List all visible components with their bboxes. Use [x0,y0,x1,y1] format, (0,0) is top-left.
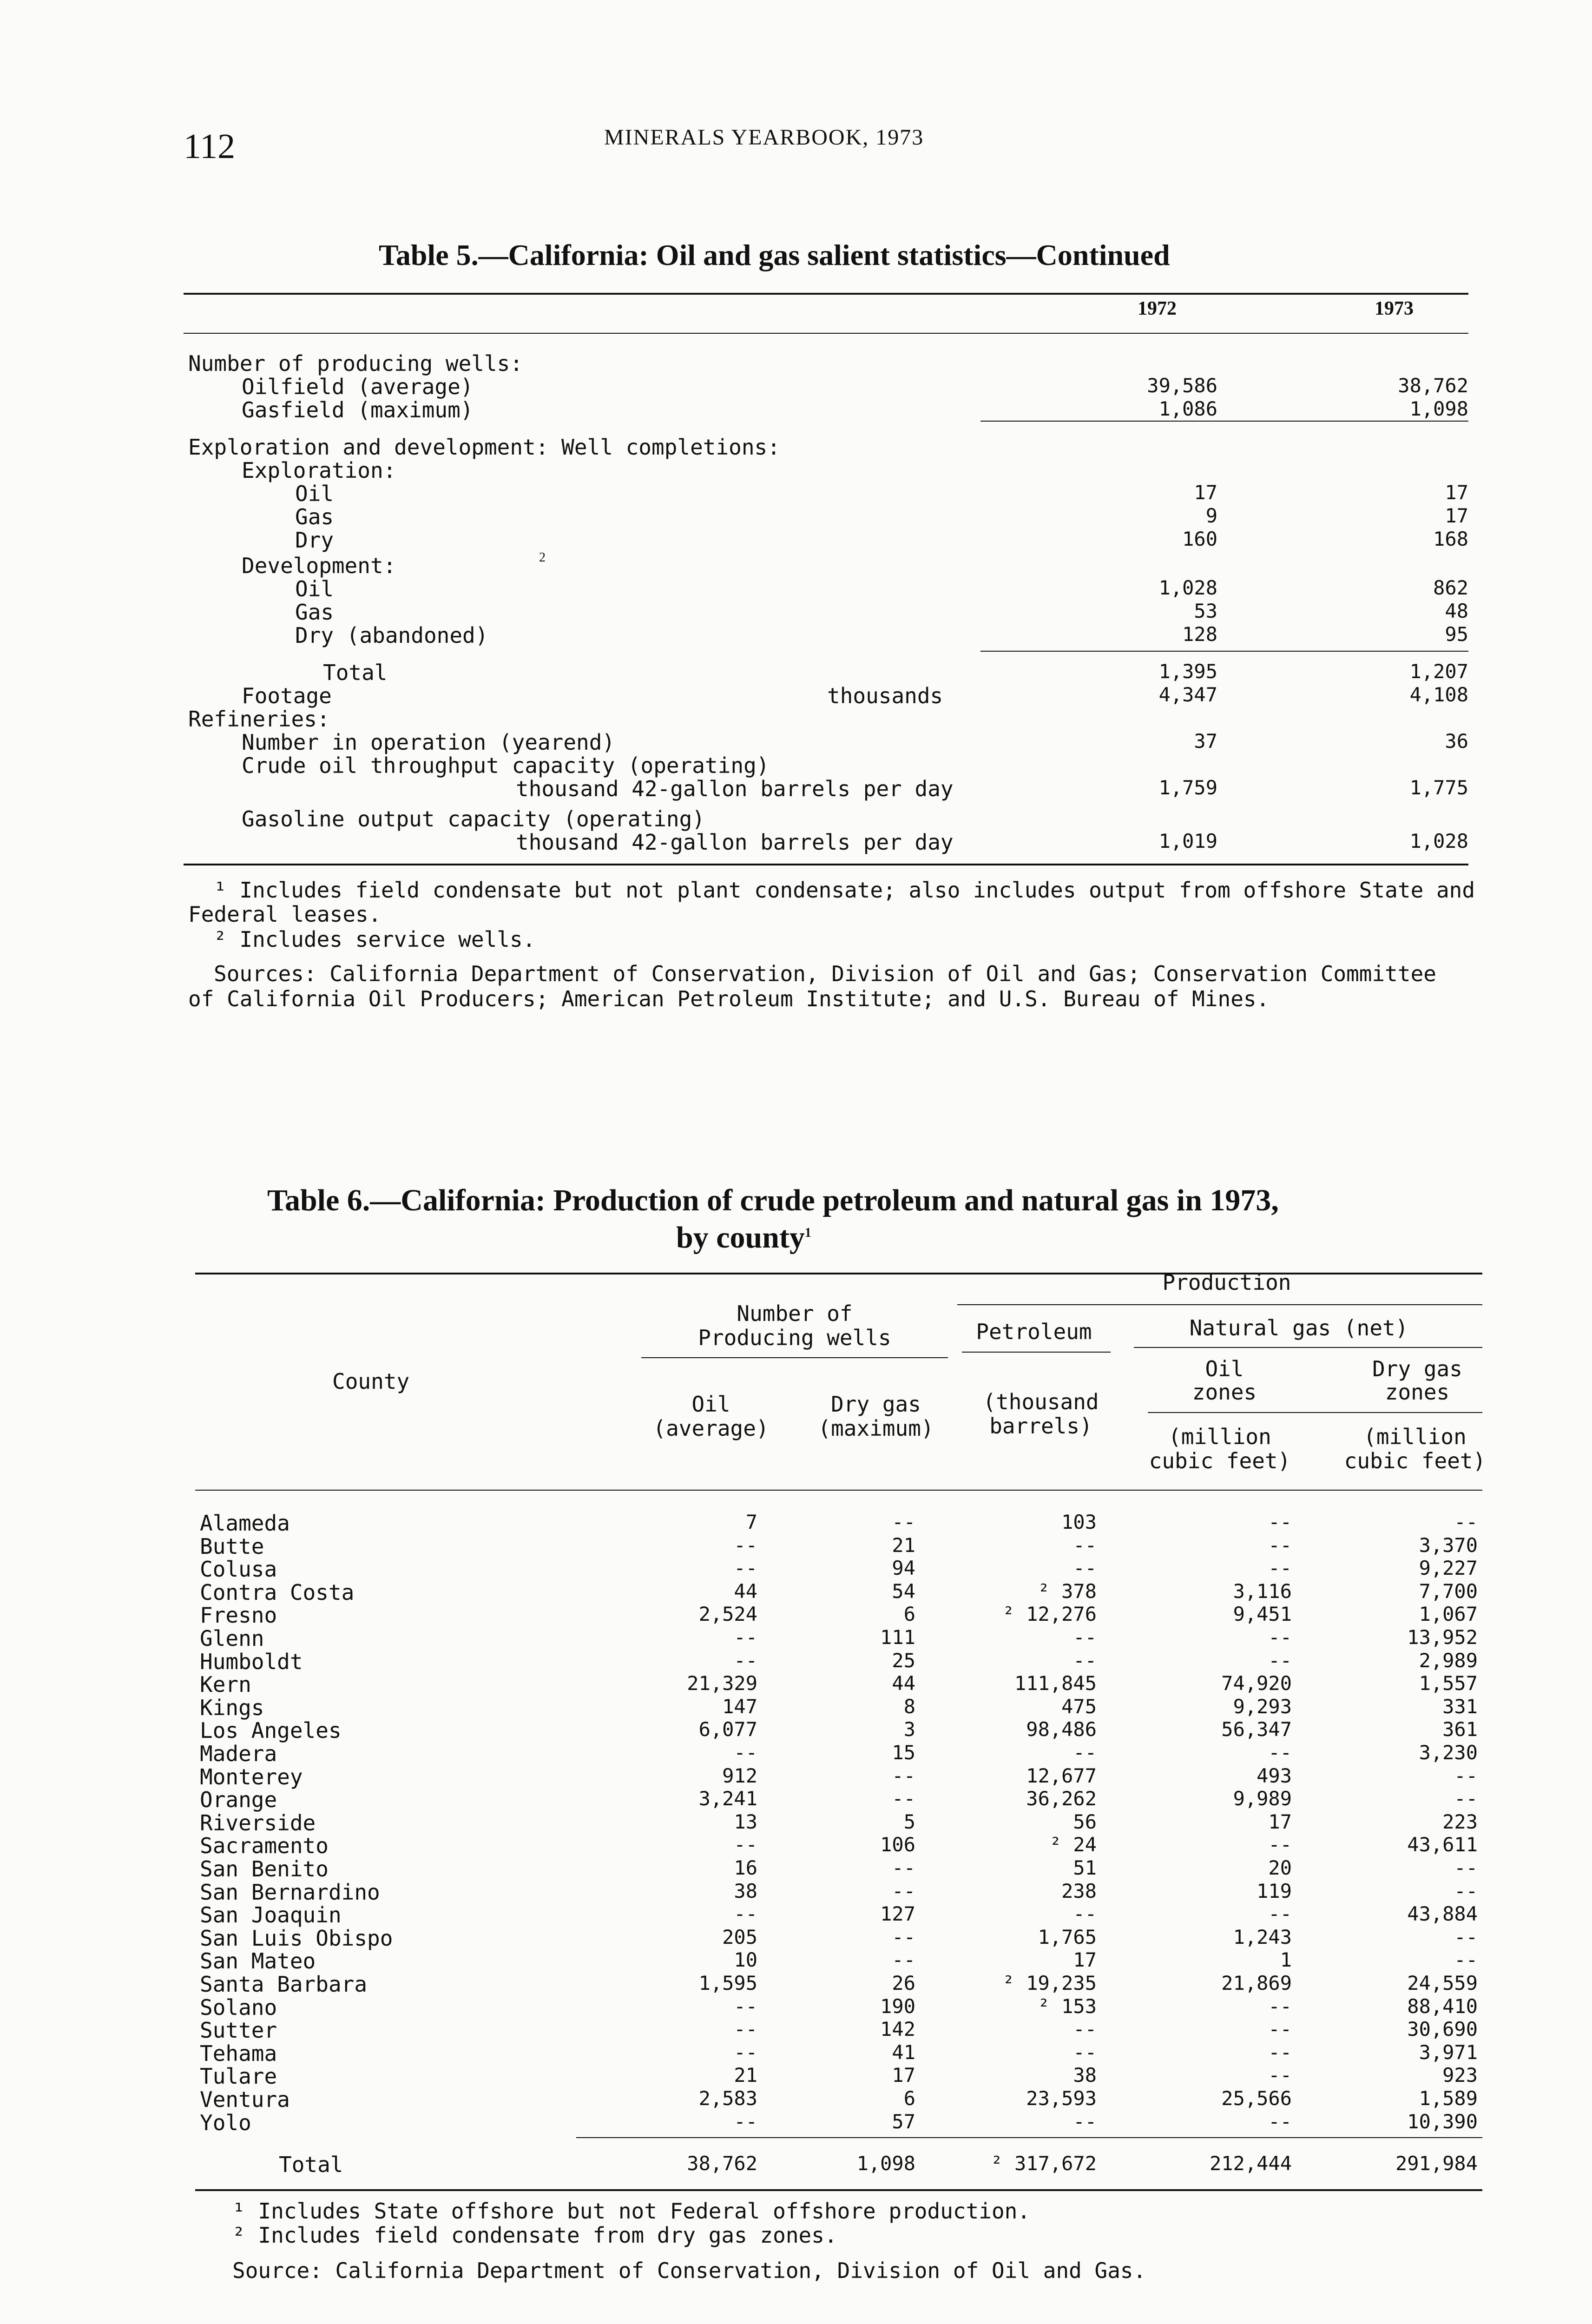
table5-value-1972: 4,347 [1158,683,1217,706]
table6-row-dry: 25 [892,1649,915,1672]
table6-row-ngo: 1 [1280,1948,1292,1971]
table6-row-ngd: 24,559 [1407,1972,1478,1994]
table6-row-ngd: 3,230 [1419,1741,1478,1764]
table6-head-natural-gas: Natural gas (net) [1189,1315,1408,1340]
table6-row-ngd: 361 [1442,1718,1478,1741]
table6-row-county: San Benito [200,1856,329,1882]
table6-row-dry: -- [892,1948,915,1971]
table6-row-pet: 38 [1073,2064,1097,2086]
table6-row-dry: 190 [880,1995,915,2018]
table6-row-pet: ² 378 [1038,1580,1097,1603]
table6-row-oil: 1,595 [698,1972,757,1994]
table6-header-bottom-rule [195,1490,1482,1491]
table6-row-county: Colusa [200,1557,277,1582]
table5-col-1972: 1972 [1138,298,1177,319]
table6-row-ngd: -- [1454,1948,1478,1971]
table6-head-county: County [332,1369,410,1394]
table6-row-oil: -- [734,2018,757,2040]
table6-row-pet: 475 [1061,1695,1097,1718]
table6-row-pet: -- [1073,2041,1097,2064]
table6-row-pet: ² 12,276 [1002,1603,1097,1625]
table6-head-production: Production [1162,1270,1291,1295]
table6-petroleum-rule [962,1352,1111,1353]
table6-row-ngd: 1,557 [1419,1672,1478,1695]
table6-row-ngo: 20 [1268,1856,1292,1879]
table6-row-oil: 21 [734,2064,757,2086]
table6-production-rule [957,1304,1482,1305]
table5-title: Table 5.—California: Oil and gas salient statistics—Continued [379,238,1170,271]
table5-value-1972: 1,086 [1158,397,1217,420]
table6-row-county: Contra Costa [200,1580,355,1605]
table6-row-dry: 94 [892,1557,915,1579]
table6-row-ngd: 13,952 [1407,1626,1478,1649]
table6-row-oil: 21,329 [687,1672,757,1695]
table6-head-dry-gas: Dry gas (maximum) [818,1392,934,1441]
table5-value-1973: 95 [1445,623,1468,646]
table6-row-oil: 6,077 [698,1718,757,1741]
table6-row-ngo: 56,347 [1221,1718,1292,1741]
table5-row-label: Dry [295,528,334,553]
table6-row-county: Butte [200,1534,264,1559]
table6-total-row-pet: ² 317,672 [991,2152,1097,2175]
table6-row-pet: 238 [1061,1880,1097,1902]
table6-row-pet: ² 153 [1038,1995,1097,2018]
table6-row-dry: -- [892,1764,915,1787]
table6-row-oil: -- [734,1995,757,2018]
table5-row-label: Footage [242,683,332,708]
table6-row-oil: -- [734,1557,757,1579]
table6-row-county: San Mateo [200,1948,316,1974]
table5-value-1972: 1,759 [1158,776,1217,799]
table6-row-ngo: -- [1268,1511,1292,1533]
table6-row-ngo: -- [1268,1534,1292,1557]
table5-sources-1: Sources: California Department of Conservation, Division of Oil and Gas; Conservation Committee [214,961,1436,986]
table6-row-oil: -- [734,1902,757,1925]
table6-row-ngd: 923 [1442,2064,1478,2086]
table6-row-ngo: 21,869 [1221,1972,1292,1994]
table5-row-label: Gasfield (maximum) [242,397,474,423]
table6-row-county: Fresno [200,1603,277,1628]
table5-top-rule [184,293,1468,295]
table6-row-dry: 106 [880,1833,915,1856]
table6-row-ngd: -- [1454,1764,1478,1787]
table5-value-1972: 128 [1182,623,1217,646]
table5-footnote-1: ¹ Includes field condensate but not plant condensate; also includes output from offshore State and [214,878,1475,903]
table5-row-label: Development: [242,553,396,578]
table6-row-ngo: -- [1268,1649,1292,1672]
table6-row-ngo: 119 [1256,1880,1292,1902]
table6-row-ngd: 1,589 [1419,2087,1478,2110]
table5-row-sup: 2 [539,550,546,565]
table5-row-label: Refineries: [188,706,330,732]
table6-row-oil: 2,583 [698,2087,757,2110]
table5-value-1973: 1,775 [1409,776,1468,799]
table6-row-ngo: -- [1268,1741,1292,1764]
table6-row-oil: 38 [734,1880,757,1902]
table6-total-row-dry: 1,098 [856,2152,915,2175]
table6-row-oil: 3,241 [698,1787,757,1810]
table6-row-pet: -- [1073,1626,1097,1649]
table6-row-dry: 3 [903,1718,915,1741]
table6-row-dry: -- [892,1880,915,1902]
table5-footnote-1b: Federal leases. [188,902,382,927]
table5-row-suffix: thousands [827,683,943,708]
table5-bottom-rule [184,864,1468,865]
table6-row-dry: 127 [880,1902,915,1925]
table6-head-million-cf-2: (million cubic feet) [1344,1424,1486,1473]
table6-bottom-rule [195,2189,1482,2191]
table6-source: Source: California Department of Conservation, Division of Oil and Gas. [232,2258,1146,2283]
table6-row-ngo: 17 [1268,1810,1292,1833]
table6-row-ngd: 30,690 [1407,2018,1478,2040]
table6-row-county: Los Angeles [200,1718,342,1743]
table6-title-line2: by county$^1$ [676,1221,811,1254]
table6-row-ngd: 3,370 [1419,1534,1478,1557]
table6-row-ngd: 223 [1442,1810,1478,1833]
table6-row-oil: 205 [722,1926,757,1948]
table6-row-county: San Luis Obispo [200,1926,393,1951]
table6-row-oil: 2,524 [698,1603,757,1625]
table6-total-row-oil: 38,762 [687,2152,757,2175]
table6-zones-rule [1148,1412,1482,1413]
table6-row-pet: 51 [1073,1856,1097,1879]
table6-row-dry: -- [892,1856,915,1879]
table6-row-pet: 111,845 [1014,1672,1097,1695]
table6-row-oil: -- [734,2041,757,2064]
table6-natgas-rule [1134,1347,1482,1348]
table6-row-ngo: 493 [1256,1764,1292,1787]
table6-row-oil: 13 [734,1810,757,1833]
table5-row-label: Number in operation (yearend) [242,730,615,755]
table5-footnote-2: ² Includes service wells. [214,927,536,952]
table6-row-ngd: 10,390 [1407,2110,1478,2133]
table6-row-dry: 41 [892,2041,915,2064]
table6-row-ngo: -- [1268,2018,1292,2040]
table6-head-million-cf-1: (million cubic feet) [1149,1424,1291,1473]
table5-value-1973: 1,028 [1409,830,1468,852]
table5-value-1972: 53 [1194,600,1217,622]
table5-value-1973: 1,207 [1409,660,1468,683]
table6-row-ngd: 1,067 [1419,1603,1478,1625]
table6-row-pet: -- [1073,1557,1097,1579]
table6-row-dry: -- [892,1926,915,1948]
running-head: MINERALS YEARBOOK, 1973 [604,125,924,150]
table6-row-ngo: -- [1268,2110,1292,2133]
table6-row-county: Santa Barbara [200,1972,368,1997]
table5-value-1973: 1,098 [1409,397,1468,420]
table5-row-label: Gas [295,600,334,625]
table6-row-ngo: 3,116 [1233,1580,1292,1603]
table6-title-line1: Table 6.—California: Production of crude petroleum and natural gas in 1973, [267,1183,1279,1217]
table6-row-ngd: -- [1454,1511,1478,1533]
table6-row-ngd: -- [1454,1926,1478,1948]
table5-value-1973: 862 [1433,576,1468,599]
table5-row-label: thousand 42-gallon barrels per day [516,776,954,801]
table6-footnote-1: ¹ Includes State offshore but not Federal offshore production. [232,2199,1031,2224]
table6-row-oil: -- [734,1626,757,1649]
table5-value-1972: 39,586 [1147,374,1217,397]
table6-row-ngd: 43,884 [1407,1902,1478,1925]
table6-row-pet: 36,262 [1026,1787,1097,1810]
table6-row-county: Alameda [200,1511,290,1536]
table5-row-label: Oil [295,576,334,601]
table6-row-ngd: -- [1454,1880,1478,1902]
table6-row-ngo: -- [1268,1626,1292,1649]
table6-row-ngo: -- [1268,1995,1292,2018]
table6-row-ngo: 9,451 [1233,1603,1292,1625]
table6-row-pet: ² 19,235 [1002,1972,1097,1994]
table6-row-dry: -- [892,1511,915,1533]
table5-row-label: Oilfield (average) [242,374,474,399]
table6-wells-rule [641,1357,948,1358]
table6-row-pet: -- [1073,2110,1097,2133]
table6-row-ngo: -- [1268,2041,1292,2064]
table6-row-dry: 44 [892,1672,915,1695]
table5-value-1973: 38,762 [1398,374,1468,397]
table6-row-dry: 8 [903,1695,915,1718]
table6-row-pet: -- [1073,1902,1097,1925]
table6-row-pet: -- [1073,2018,1097,2040]
table6-row-oil: 10 [734,1948,757,1971]
table6-row-dry: 54 [892,1580,915,1603]
table6-row-ngd: 7,700 [1419,1580,1478,1603]
table6-row-county: Solano [200,1995,277,2020]
table5-value-1973: 36 [1445,730,1468,753]
table6-row-dry: 6 [903,1603,915,1625]
table6-row-county: Ventura [200,2087,290,2112]
table6-row-dry: 57 [892,2110,915,2133]
table5-header-rule [184,333,1468,334]
table6-row-county: Humboldt [200,1649,303,1674]
table5-value-1973: 4,108 [1409,683,1468,706]
table6-row-pet: 23,593 [1026,2087,1097,2110]
table5-value-1972: 1,028 [1158,576,1217,599]
table6-row-ngd: 331 [1442,1695,1478,1718]
table6-row-ngo: 9,989 [1233,1787,1292,1810]
table5-value-1972: 9 [1205,504,1217,527]
table6-row-pet: -- [1073,1534,1097,1557]
table5-rule-a [980,421,1468,422]
table6-row-pet: 17 [1073,1948,1097,1971]
table5-value-1972: 37 [1194,730,1217,753]
table5-value-1973: 17 [1445,504,1468,527]
table6-row-dry: 15 [892,1741,915,1764]
table6-row-county: Riverside [200,1810,316,1835]
table5-row-label: Crude oil throughput capacity (operating) [242,753,770,778]
table6-row-county: Tehama [200,2041,277,2066]
table6-row-ngd: 43,611 [1407,1833,1478,1856]
table6-row-ngd: 2,989 [1419,1649,1478,1672]
table6-row-oil: 44 [734,1580,757,1603]
table5-rule-b [980,651,1468,652]
table6-row-pet: ² 24 [1049,1833,1097,1856]
table5-row-label: Oil [295,481,334,506]
table6-row-oil: 147 [722,1695,757,1718]
table6-row-ngo: -- [1268,1557,1292,1579]
table6-row-ngo: 25,566 [1221,2087,1292,2110]
table6-row-pet: 98,486 [1026,1718,1097,1741]
table6-row-dry: 21 [892,1534,915,1557]
table5-value-1973: 17 [1445,481,1468,504]
table6-row-oil: 912 [722,1764,757,1787]
page-number: 112 [184,127,236,166]
table6-row-dry: 111 [880,1626,915,1649]
table5-row-label: Number of producing wells: [188,351,523,376]
table5-sources-2: of California Oil Producers; American Petroleum Institute; and U.S. Bureau of Mines. [188,986,1270,1011]
table6-row-oil: -- [734,2110,757,2133]
table6-head-petroleum: Petroleum [976,1319,1092,1344]
table6-head-oil: Oil (average) [653,1392,769,1441]
table6-row-oil: -- [734,1833,757,1856]
table6-row-pet: 103 [1061,1511,1097,1533]
table5-row-label: Gasoline output capacity (operating) [242,806,705,832]
table5-row-label: Exploration and development: Well completions: [188,435,780,460]
table6-total-row-county: Total [279,2152,343,2177]
table5-row-label: Dry (abandoned) [295,623,488,648]
table5-row-label: Gas [295,504,334,529]
table6-row-dry: 5 [903,1810,915,1833]
table5-row-label: Total [323,660,388,685]
table6-row-oil: 7 [745,1511,757,1533]
table6-row-ngo: -- [1268,2064,1292,2086]
table6-row-dry: -- [892,1787,915,1810]
table6-row-oil: -- [734,1741,757,1764]
table6-total-row-ngo: 212,444 [1209,2152,1292,2175]
table5-value-1972: 1,395 [1158,660,1217,683]
table6-row-pet: 1,765 [1038,1926,1097,1948]
table6-row-county: San Joaquin [200,1902,342,1928]
table5-row-label: thousand 42-gallon barrels per day [516,830,954,855]
table6-row-county: Madera [200,1741,277,1766]
table6-row-dry: 142 [880,2018,915,2040]
table6-head-petroleum-unit: (thousand barrels) [983,1389,1099,1439]
table6-row-ngd: -- [1454,1787,1478,1810]
table6-row-county: Tulare [200,2064,277,2089]
table6-row-dry: 26 [892,1972,915,1994]
table6-row-county: Sacramento [200,1833,329,1858]
table5-col-1973: 1973 [1375,298,1414,319]
table6-row-ngd: 9,227 [1419,1557,1478,1579]
table6-row-county: Kings [200,1695,264,1720]
table6-row-county: Glenn [200,1626,264,1651]
table6-row-ngo: 74,920 [1221,1672,1292,1695]
table6-row-pet: -- [1073,1741,1097,1764]
table6-row-county: Yolo [200,2110,251,2135]
table6-footnote-2: ² Includes field condensate from dry gas zones. [232,2223,837,2248]
table5-value-1972: 17 [1194,481,1217,504]
table6-row-county: Kern [200,1672,251,1697]
table6-row-oil: 16 [734,1856,757,1879]
table5-row-label: Exploration: [242,458,396,483]
table6-row-county: San Bernardino [200,1880,380,1905]
table6-row-county: Monterey [200,1764,303,1789]
table6-row-pet: -- [1073,1649,1097,1672]
table6-row-ngo: -- [1268,1902,1292,1925]
table6-row-oil: -- [734,1649,757,1672]
table6-row-ngo: 1,243 [1233,1926,1292,1948]
table6-row-pet: 12,677 [1026,1764,1097,1787]
table6-row-ngd: -- [1454,1856,1478,1879]
table6-row-county: Orange [200,1787,277,1812]
table6-row-pet: 56 [1073,1810,1097,1833]
table6-row-county: Sutter [200,2018,277,2043]
table6-total-row-ngd: 291,984 [1395,2152,1478,2175]
table6-row-ngo: -- [1268,1833,1292,1856]
table6-head-producing-wells: Number of Producing wells [698,1301,891,1350]
table6-row-ngo: 9,293 [1233,1695,1292,1718]
table6-head-oil-zones: Oil zones [1192,1356,1257,1405]
table6-total-rule [576,2137,1482,2138]
table5-value-1972: 1,019 [1158,830,1217,852]
table6-row-ngd: 88,410 [1407,1995,1478,2018]
table6-row-oil: -- [734,1534,757,1557]
table5-value-1973: 48 [1445,600,1468,622]
table6-row-dry: 6 [903,2087,915,2110]
table6-head-dry-gas-zones: Dry gas zones [1372,1356,1462,1405]
table5-value-1973: 168 [1433,528,1468,550]
table6-row-dry: 17 [892,2064,915,2086]
table5-value-1972: 160 [1182,528,1217,550]
table6-row-ngd: 3,971 [1419,2041,1478,2064]
